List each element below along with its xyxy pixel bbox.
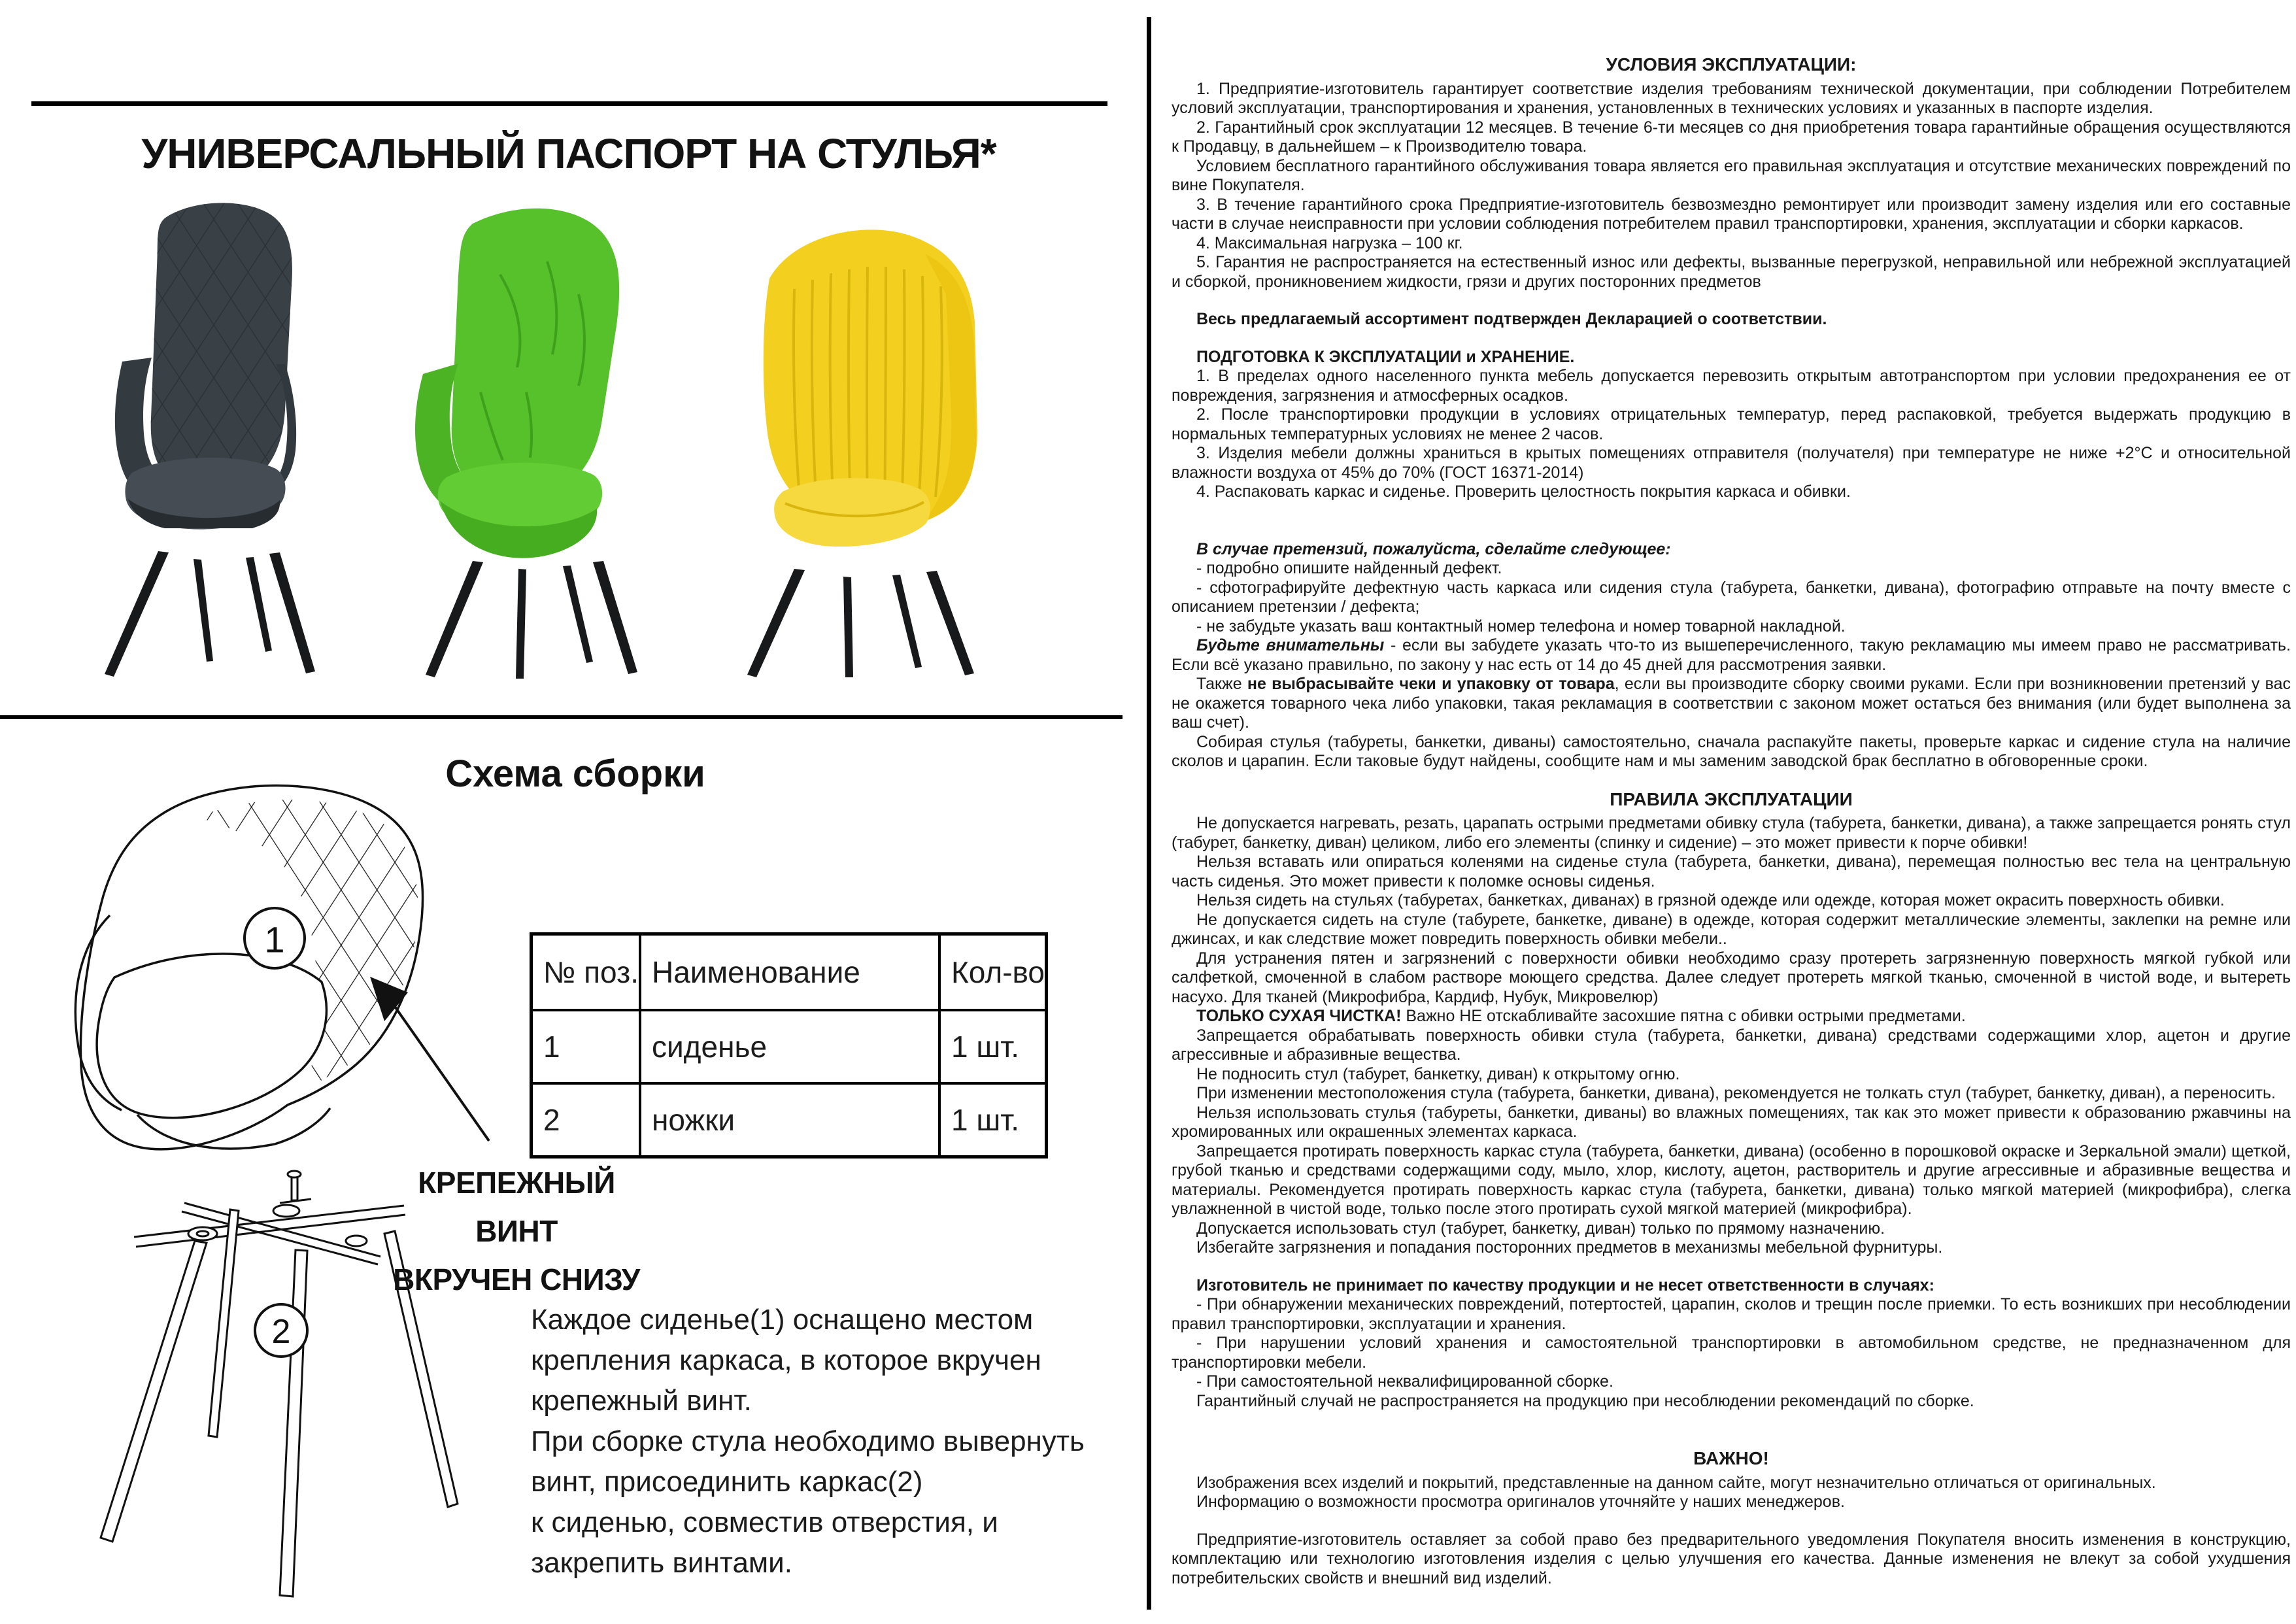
terms-paragraph: 4. Распаковать каркас и сиденье. Проверить целостность покрытия каркаса и обивки.	[1196, 482, 1851, 501]
terms-paragraph: При изменении местоположения стула (табурета, банкетки, дивана), рекомендуется не толкать стул (табурет, банкетку, диван), а переносить.	[1196, 1084, 2276, 1102]
fixing-screw-label-line1: КРЕПЕЖНЫЙ ВИНТ	[418, 1166, 615, 1248]
terms-paragraph: Не подносить стул (табурет, банкетку, диван) к открытому огню.	[1196, 1064, 1680, 1083]
parts-table-header-cell: № поз.	[532, 934, 640, 1011]
terms-paragraph: Не допускается нагревать, резать, царапать острыми предметами обивку стула (табурета, банкетки, дивана), а также запрещается ронять стул (табурет, банкетку, диван) целиком, либо его элементы (спинку и сидение) – это может привести к порче обивки!	[1172, 814, 2291, 852]
terms-paragraph: 4. Максимальная нагрузка – 100 кг.	[1196, 233, 1463, 252]
terms-paragraph: Информацию о возможности просмотра оригиналов уточняйте у наших менеджеров.	[1196, 1493, 1845, 1511]
assembly-instruction-line: к сиденью, совместив отверстия, и	[531, 1506, 998, 1538]
terms-paragraph: Нельзя сидеть на стульях (табуретах, банкетках, диванах) в грязной одежде или одежде, которая может окрасить поверхность обивки.	[1196, 891, 2225, 909]
terms-paragraph: Запрещается протирать поверхность каркас стула (табурета, банкетки, дивана) (особенно в порошковой окраске и Зеркальной эмали) щеткой, грубой тканью и средствами содержащими соду, мыло, хлор, кислоту, ацетон, растворитель и другие агрессивные и абразивные вещества и материалы. Рекомендуется протирать поверхность каркас стула (табурета, банкетки, дивана) только мягкой материей (микрофибра), слегка увлажненной в чистой воде, только после этого протирать сухой мягкой материей (микрофибра).	[1172, 1142, 2291, 1218]
parts-table-header-row	[532, 934, 1047, 1011]
fixing-screw-label-line2: ВКРУЧЕН СНИЗУ	[393, 1262, 640, 1296]
assembly-instruction-line: винт, присоединить каркас(2)	[531, 1466, 923, 1498]
terms-paragraph: ВАЖНО!	[1693, 1448, 1769, 1468]
part-qty-cell: 1 шт.	[939, 1010, 1047, 1083]
parts-table-row	[532, 1010, 1047, 1083]
part-name-cell: сиденье	[640, 1010, 939, 1083]
terms-paragraph: ПРАВИЛА ЭКСПЛУАТАЦИИ	[1610, 788, 1853, 809]
assembly-instruction-line: крепления каркаса, в которое вкручен	[531, 1344, 1041, 1376]
terms-paragraph: Запрещается обрабатывать поверхность обивки стула (табурета, банкетки, дивана) средствами содержащими хлор, ацетон и другие агрессивные и абразивные вещества.	[1172, 1026, 2291, 1064]
terms-paragraph: 1. В пределах одного населенного пункта мебель допускается перевозить открытым автотранспортом при условии предохранения ее от повреждения, загрязнения и атмосферных осадков.	[1172, 367, 2291, 405]
terms-paragraph: - сфотографируйте дефектную часть каркаса или сидения стула (табурета, банкетки, дивана), фотографию отправьте на почту вместе с описанием претензии / дефекта;	[1172, 578, 2291, 616]
terms-paragraph: Предприятие-изготовитель оставляет за собой право без предварительного уведомления Покупателя вносить изменения в конструкцию, комплектацию или технологию изготовления изделия с целью улучшения его качества. Данные изменения не влекут за собой ухудшения потребительских свойств и внешний вид изделий.	[1172, 1530, 2291, 1587]
terms-paragraph: Нельзя использовать стулья (табуреты, банкетки, диваны) во влажных помещениях, так как это может привести к образованию ржавчины на хромированных или окрашенных элементах каркаса.	[1172, 1103, 2291, 1141]
svg-text:1: 1	[264, 919, 285, 960]
terms-paragraph: Изображения всех изделий и покрытий, представленные на данном сайте, могут незначительно отличаться от оригинальных.	[1196, 1473, 2156, 1492]
terms-paragraph: - При нарушении условий хранения и самостоятельной транспортировки в автомобильном средстве, не предназначенном для транспортировки мебели.	[1172, 1334, 2291, 1372]
terms-paragraph: - При самостоятельной неквалифицированной сборке.	[1196, 1372, 1613, 1391]
terms-paragraph: Для устранения пятен и загрязнений с поверхности обивки необходимо сразу протереть загрязненную поверхность мягкой губкой или салфеткой, смоченной в слабом растворе моющего средства. Далее следует протереть мягкой тканью, смоченной в чистой воде, и вытереть насухо. Для тканей (Микрофибра, Кардиф, Нубук, Микровелюр)	[1172, 949, 2291, 1006]
parts-table-header-cell: Наименование	[640, 934, 939, 1011]
parts-table-row	[532, 1083, 1047, 1157]
parts-table	[530, 932, 1048, 1159]
chair-photo-yellow	[696, 216, 1030, 683]
assembly-section-title: Схема сборки	[445, 753, 705, 795]
terms-paragraph: - не забудьте указать ваш контактный номер телефона и номер товарной накладной.	[1196, 617, 1846, 635]
assembly-instruction-line: Каждое сиденье(1) оснащено местом	[531, 1304, 1034, 1336]
assembly-instruction-line: крепежный винт.	[531, 1385, 752, 1417]
chair-photo-dark-gray	[59, 193, 366, 683]
terms-paragraph: 1. Предприятие-изготовитель гарантирует соответствие изделия требованиям технической документации, при соблюдении Потребителем условий эксплуатации, транспортирования и хранения, установленных в технических условиях и указанных в паспорте изделия.	[1172, 79, 2291, 117]
diagram-part-label-2	[255, 1304, 307, 1357]
terms-paragraph: - подробно опишите найденный дефект.	[1196, 559, 1502, 577]
fixing-screw-label	[386, 1159, 647, 1304]
terms-paragraph: 2. Гарантийный срок эксплуатации 12 месяцев. В течение 6-ти месяцев со дня приобретения товара гарантийные обращения осуществляются к Продавцу, в дальнейшем – к Производителю товара.	[1172, 118, 2291, 156]
terms-paragraph: ТОЛЬКО СУХАЯ ЧИСТКА! Важно НЕ отскабливайте засохшие пятна с обивки острыми предметами.	[1196, 1007, 1966, 1025]
terms-paragraph: Собирая стулья (табуреты, банкетки, диваны) самостоятельно, сначала распакуйте пакеты, проверьте каркас и сидение стула на наличие сколов и царапин. Если таковые будут найдены, сообщите нам и мы заменим заводской брак бесплатно в обговоренные сроки.	[1172, 732, 2291, 770]
part-qty-cell: 1 шт.	[939, 1083, 1047, 1157]
assembly-instruction-line: При сборке стула необходимо вывернуть	[531, 1425, 1085, 1457]
terms-paragraph: Допускается использовать стул (табурет, банкетку, диван) только по прямому назначению.	[1196, 1219, 1885, 1238]
page-title: УНИВЕРСАЛЬНЫЙ ПАСПОРТ НА СТУЛЬЯ*	[141, 130, 996, 177]
diagram-part-label-1	[245, 908, 305, 968]
middle-rule	[0, 715, 1123, 719]
terms-paragraph: Также не выбрасывайте чеки и упаковку от товара, если вы производите сборку своими руками. Если при возникновении претензий у вас не окажется товарного чека либо упаковки, такая рекламация в соответствии с законом может остаться без внимания (или будет выполнена за ваш счет).	[1172, 675, 2291, 732]
terms-paragraph: Изготовитель не принимает по качеству продукции и не несет ответственности в случаях:	[1196, 1276, 1934, 1294]
terms-paragraph: Весь предлагаемый ассортимент подтвержден Декларацией о соответствии.	[1196, 310, 1827, 328]
part-name-cell: ножки	[640, 1083, 939, 1157]
terms-paragraph: 3. В течение гарантийного срока Предприятие-изготовитель безвозмездно ремонтирует или производит замену изделия или его составные части в случае неисправности при условии соблюдения потребителем правил транспортировки, хранения, эксплуатации и сборки каркасов.	[1172, 195, 2291, 233]
assembly-instructions	[531, 1300, 1132, 1583]
terms-paragraph: Избегайте загрязнения и попадания посторонних предметов в механизмы мебельной фурнитуры.	[1196, 1238, 1943, 1257]
part-number-cell: 1	[532, 1010, 640, 1083]
terms-paragraph: Условием бесплатного гарантийного обслуживания товара является его правильная эксплуатация и отсутствие механических повреждений по вине Покупателя.	[1172, 156, 2291, 194]
assembly-instruction-line: закрепить винтами.	[531, 1547, 792, 1579]
part-number-cell: 2	[532, 1083, 640, 1157]
terms-paragraph: 2. После транспортировки продукции в условиях отрицательных температур, перед распаковкой, требуется выдержать продукцию в нормальных температурных условиях не менее 2 часов.	[1172, 405, 2291, 443]
terms-paragraph: 5. Гарантия не распространяется на естественный износ или дефекты, вызванные перегрузкой, неправильной или небрежной эксплуатацией и сборкой, проникновением жидкости, грязи и других посторонних предметов	[1172, 253, 2291, 291]
terms-paragraph: В случае претензий, пожалуйста, сделайте следующее:	[1196, 539, 1671, 558]
terms-paragraph: - При обнаружении механических повреждений, потертостей, царапин, сколов и трещин после приемки. То есть возникших при несоблюдении правил транспортировки, эксплуатации и хранения.	[1172, 1295, 2291, 1333]
svg-text:2: 2	[271, 1313, 291, 1351]
terms-paragraph: Будьте внимательны - если вы забудете указать что-то из вышеперечисленного, такую рекламацию мы имеем право не рассматривать. Если всё указано правильно, по закону у нас есть от 14 до 45 дней для рассмотрения заявки.	[1172, 636, 2291, 674]
chair-photo-green	[363, 196, 693, 683]
column-divider	[1147, 17, 1151, 1610]
terms-paragraph: Нельзя вставать или опираться коленями на сиденье стула (табурета, банкетки, дивана), перемещая полностью вес тела на центральную часть сиденья. Это может привести к поломке основы сиденья.	[1172, 853, 2291, 890]
terms-column	[1172, 55, 2291, 1614]
terms-paragraph: ПОДГОТОВКА К ЭКСПЛУАТАЦИИ и ХРАНЕНИЕ.	[1196, 347, 1575, 366]
top-rule	[31, 101, 1107, 106]
terms-paragraph: 3. Изделия мебели должны храниться в крытых помещениях отправителя (получателя) при температуре не ниже +2°С и относительной влажности воздуха от 45% до 70% (ГОСТ 16371-2014)	[1172, 444, 2291, 482]
terms-paragraph: Гарантийный случай не распространяется на продукцию при несоблюдении рекомендаций по сборке.	[1196, 1391, 1974, 1410]
terms-paragraph: Не допускается сидеть на стуле (табурете, банкетке, диване) в одежде, которая содержит металлические элементы, заклепки на ремне или джинсах, и как следствие может повредить поверхность обивки мебели..	[1172, 910, 2291, 948]
parts-table-header-cell: Кол-во	[939, 934, 1047, 1011]
terms-paragraph: УСЛОВИЯ ЭКСПЛУАТАЦИИ:	[1606, 55, 1857, 75]
